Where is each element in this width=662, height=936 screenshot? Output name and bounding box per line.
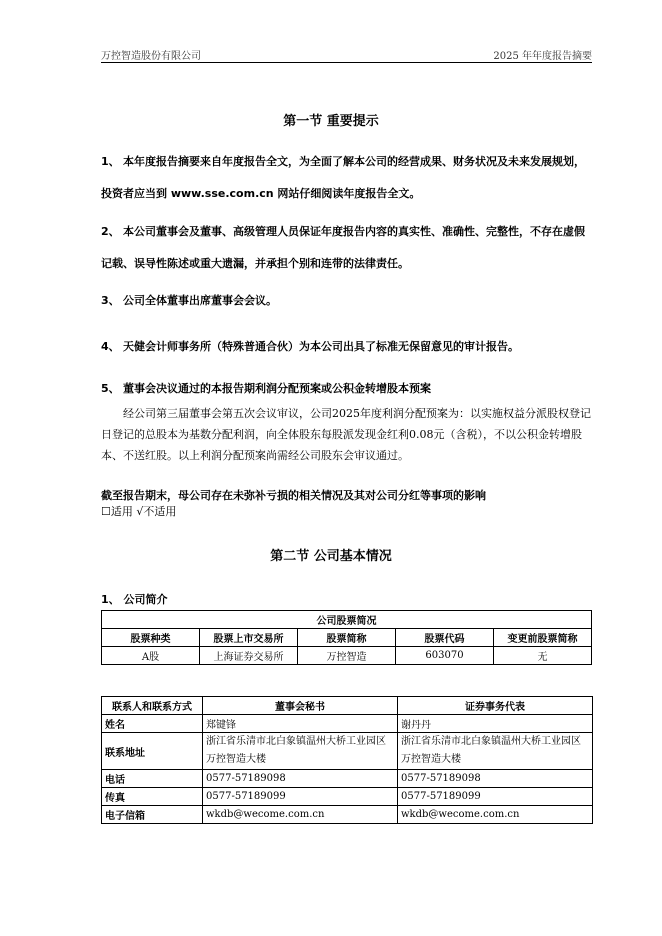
secretary-address: 浙江省乐清市北白象镇温州大桥工业园区万控智造大楼 <box>203 733 398 770</box>
stock-header-code: 股票代码 <box>396 629 494 647</box>
item-4 <box>101 331 592 363</box>
rep-name: 谢丹丹 <box>398 715 593 733</box>
row-label-phone: 电话 <box>102 770 203 788</box>
rep-address: 浙江省乐清市北白象镇温州大桥工业园区万控智造大楼 <box>398 733 593 770</box>
item-5-num: 5、 <box>101 382 120 395</box>
contact-table <box>101 696 593 824</box>
table-row <box>102 733 593 770</box>
contact-header-label: 联系人和联系方式 <box>102 697 203 715</box>
secretary-phone: 0577-57189098 <box>203 770 398 788</box>
item-3 <box>101 285 592 317</box>
secretary-name: 郑键锋 <box>203 715 398 733</box>
item-1-num: 1、 <box>101 155 120 168</box>
item-4-text: 天健会计师事务所（特殊普通合伙）为本公司出具了标准无保留意见的审计报告。 <box>123 340 519 353</box>
rep-fax: 0577-57189099 <box>398 788 593 806</box>
company-intro-heading: 1、 公司简介 <box>101 593 168 606</box>
report-title: 2025 年年度报告摘要 <box>493 51 592 62</box>
item-5-text: 董事会决议通过的本报告期利润分配预案或公积金转增股本预案 <box>123 382 431 395</box>
row-label-email: 电子信箱 <box>102 806 203 824</box>
stock-type: A股 <box>102 647 200 665</box>
stock-header-former: 变更前股票简称 <box>494 629 592 647</box>
row-label-name: 姓名 <box>102 715 203 733</box>
stock-abbr: 万控智造 <box>298 647 396 665</box>
row-label-fax: 传真 <box>102 788 203 806</box>
item-2 <box>101 216 592 280</box>
item-1-text: 本年度报告摘要来自年度报告全文，为全面了解本公司的经营成果、财务状况及未来发展规划，投资者应当到 www.sse.com.cn 网站仔细阅读年度报告全文。 <box>101 155 585 200</box>
dividend-text: 经公司第三届董事会第五次会议审议，公司2025年度利润分配预案为：以实施权益分派股权登记日登记的总股本为基数分配利润，向全体股东每股派发现金红利0.08元（含税），不以公积金转增股本、不送红股。以上利润分配预案尚需经公司股东会审议通过。 <box>101 407 591 462</box>
contact-header-rep: 证券事务代表 <box>398 697 593 715</box>
item-3-text: 公司全体董事出席董事会会议。 <box>123 294 277 307</box>
table-row <box>102 806 593 824</box>
stock-table <box>101 610 592 665</box>
contact-header-secretary: 董事会秘书 <box>203 697 398 715</box>
table-row <box>102 788 593 806</box>
table-row <box>102 715 593 733</box>
secretary-email: wkdb@wecome.com.cn <box>203 806 398 824</box>
rep-email: wkdb@wecome.com.cn <box>398 806 593 824</box>
secretary-fax: 0577-57189099 <box>203 788 398 806</box>
item-5 <box>101 373 592 405</box>
table-row <box>102 770 593 788</box>
row-label-address: 联系地址 <box>102 733 203 770</box>
loss-answer: ☐适用 √不适用 <box>101 505 177 518</box>
stock-code: 603070 <box>396 647 494 665</box>
loss-question: 截至报告期末，母公司存在未弥补亏损的相关情况及其对公司分红等事项的影响 <box>101 489 486 502</box>
item-2-num: 2、 <box>101 225 120 238</box>
section2-title: 第二节 公司基本情况 <box>270 549 392 564</box>
stock-header-abbr: 股票简称 <box>298 629 396 647</box>
section1-title: 第一节 重要提示 <box>283 114 379 129</box>
company-name: 万控智造股份有限公司 <box>101 51 201 62</box>
stock-header-exchange: 股票上市交易所 <box>200 629 298 647</box>
item-4-num: 4、 <box>101 340 120 353</box>
stock-table-caption: 公司股票简况 <box>102 611 592 629</box>
stock-former: 无 <box>494 647 592 665</box>
item-1 <box>101 146 592 210</box>
item-2-text: 本公司董事会及董事、高级管理人员保证年度报告内容的真实性、准确性、完整性，不存在虚假记载、误导性陈述或重大遗漏，并承担个别和连带的法律责任。 <box>101 225 585 270</box>
item-3-num: 3、 <box>101 294 120 307</box>
stock-exchange: 上海证券交易所 <box>200 647 298 665</box>
rep-phone: 0577-57189098 <box>398 770 593 788</box>
page-header <box>101 46 592 63</box>
stock-header-type: 股票种类 <box>102 629 200 647</box>
